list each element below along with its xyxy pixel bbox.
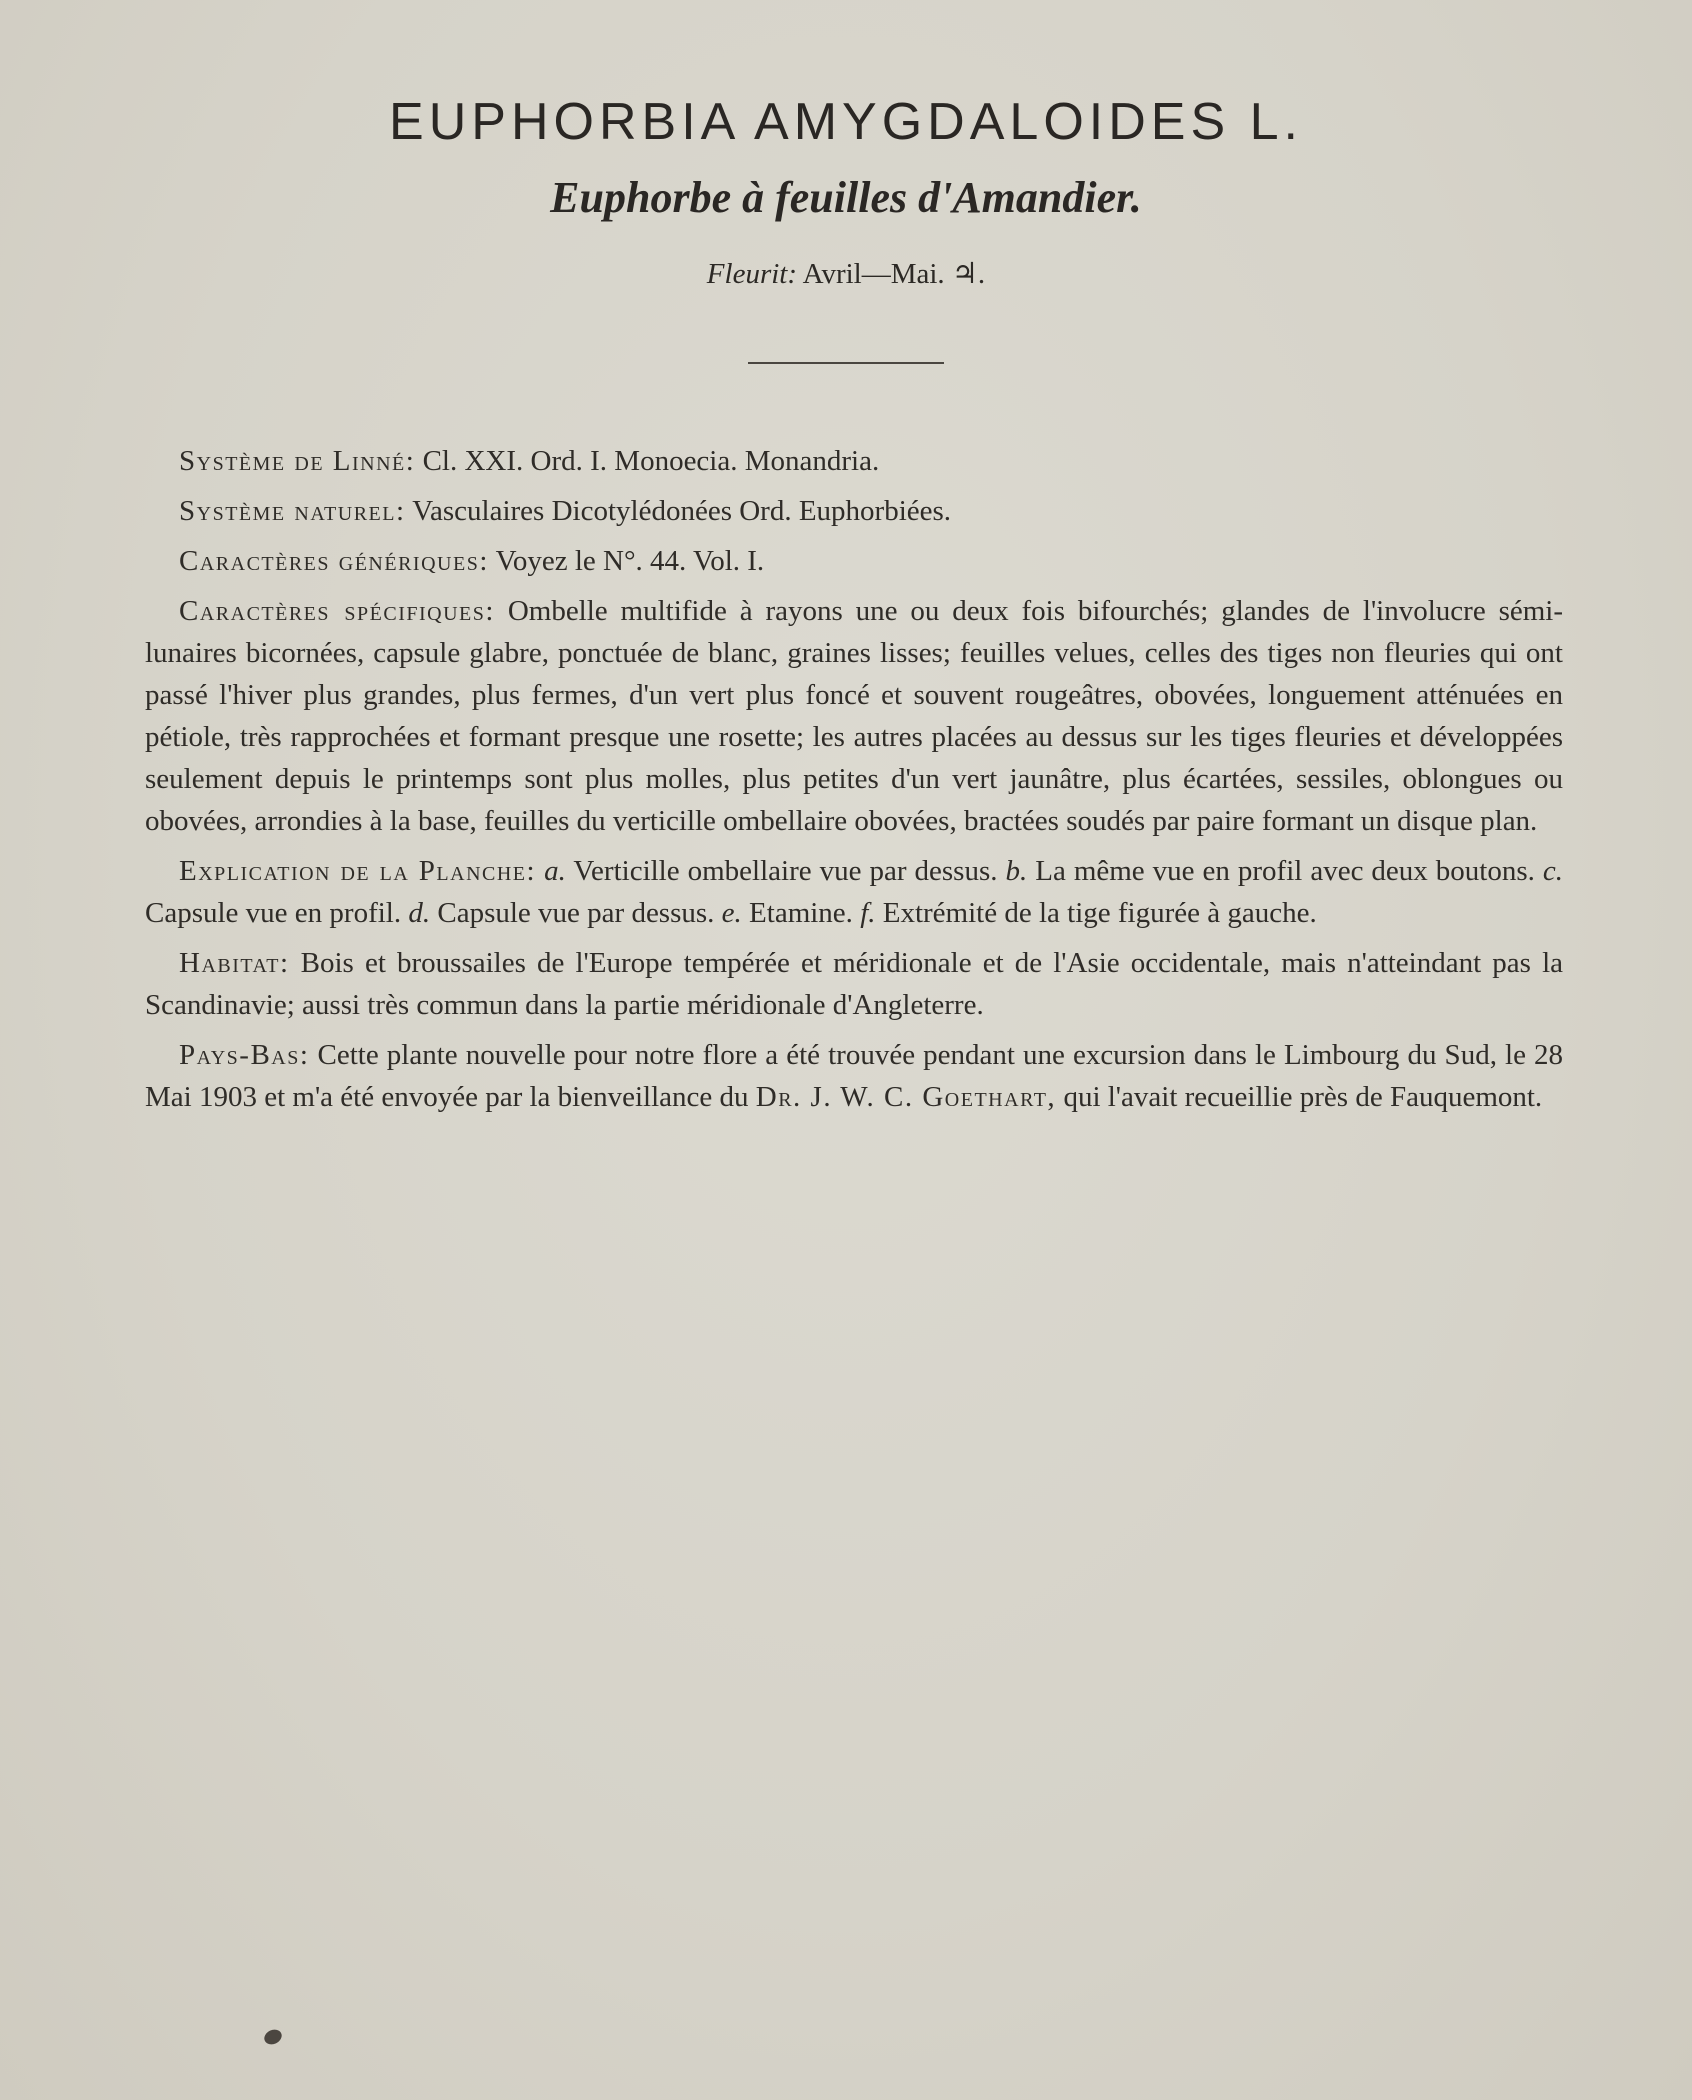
- plate-key-c: c.: [1542, 855, 1564, 887]
- plate-key-f: f.: [860, 897, 876, 929]
- plate-key-a: a.: [544, 855, 566, 887]
- section-explication: [145, 850, 1563, 934]
- plate-text-c: Capsule vue en profil.: [145, 897, 402, 929]
- section-specifiques: [145, 590, 1563, 842]
- plate-text-a: Verticille ombellaire vue par dessus.: [573, 855, 998, 887]
- section-generiques: [145, 540, 1563, 582]
- flowering-label: Fleurit:: [706, 258, 797, 290]
- plate-key-b: b.: [1005, 855, 1028, 887]
- divider-rule: [748, 362, 944, 364]
- section-naturel: [145, 490, 1563, 532]
- section-label: Système de Linné:: [179, 445, 416, 477]
- plate-text-e: Etamine.: [749, 897, 853, 929]
- plate-text-d: Capsule vue par dessus.: [437, 897, 715, 929]
- page-subtitle: Euphorbe à feuilles d'Amandier.: [550, 173, 1142, 222]
- page-title: EUPHORBIA AMYGDALOIDES L.: [389, 93, 1303, 151]
- section-text: Cl. XXI. Ord. I. Monoecia. Monandria.: [422, 445, 880, 477]
- section-label: Habitat:: [179, 947, 290, 979]
- section-text-end: qui l'avait recueillie près de Fauquemont.: [1063, 1081, 1543, 1113]
- description-body: [145, 440, 1563, 1126]
- section-label: Caractères spécifiques:: [179, 595, 495, 627]
- section-text: Vasculaires Dicotylédonées Ord. Euphorbiées.: [412, 495, 952, 527]
- section-text: Ombelle multifide à rayons une ou deux fois bifourchés; glandes de l'involucre sémi-lunaires bicornées, capsule glabre, ponctuée de blanc, graines lisses; feuilles velues, celles des tiges non fleuries qui ont passé l'hiver plus grandes, plus fermes, d'un vert plus foncé et souvent rougeâtres, obovées, longuement atténuées en pétiole, très rapprochées et formant presque une rosette; les autres placées au dessus sur les tiges fleuries et développées seulement depuis le printemps sont plus molles, plus petites d'un vert jaunâtre, plus écartées, sessiles, oblongues ou obovées, arrondies à la base, feuilles du verticille ombellaire obovées, bractées soudés par paire formant un disque plan.: [145, 595, 1564, 837]
- section-label: Caractères génériques:: [179, 545, 489, 577]
- plate-text-b: La même vue en profil avec deux boutons.: [1035, 855, 1535, 887]
- section-text: Bois et broussailes de l'Europe tempérée et méridionale et de l'Asie occidentale, mais n'atteindant pas la Scandinavie; aussi très commun dans la partie méridionale d'Angleterre.: [145, 947, 1564, 1021]
- plate-text-f: Extrémité de la tige figurée à gauche.: [882, 897, 1317, 929]
- section-paysbas: [145, 1034, 1563, 1118]
- flowering-line: [0, 256, 1692, 291]
- flowering-value: Avril—Mai. ♃.: [802, 258, 986, 290]
- plate-key-e: e.: [721, 897, 742, 929]
- section-label: Explication de la Planche:: [179, 855, 537, 887]
- section-habitat: [145, 942, 1563, 1026]
- ink-speck: [262, 2027, 284, 2047]
- collector-name: Dr. J. W. C. Goethart,: [755, 1081, 1057, 1113]
- plate-key-d: d.: [408, 897, 431, 929]
- section-text: Voyez le N°. 44. Vol. I.: [495, 545, 765, 577]
- section-linne: [145, 440, 1563, 482]
- section-label: Système naturel:: [179, 495, 406, 527]
- section-text: Cette plante nouvelle pour notre flore a été trouvée pendant une excursion dans le Limbourg du Sud, le 28 Mai 1903 et m'a été envoyée par la bienveillance du: [145, 1039, 1564, 1113]
- section-label: Pays-Bas:: [179, 1039, 310, 1071]
